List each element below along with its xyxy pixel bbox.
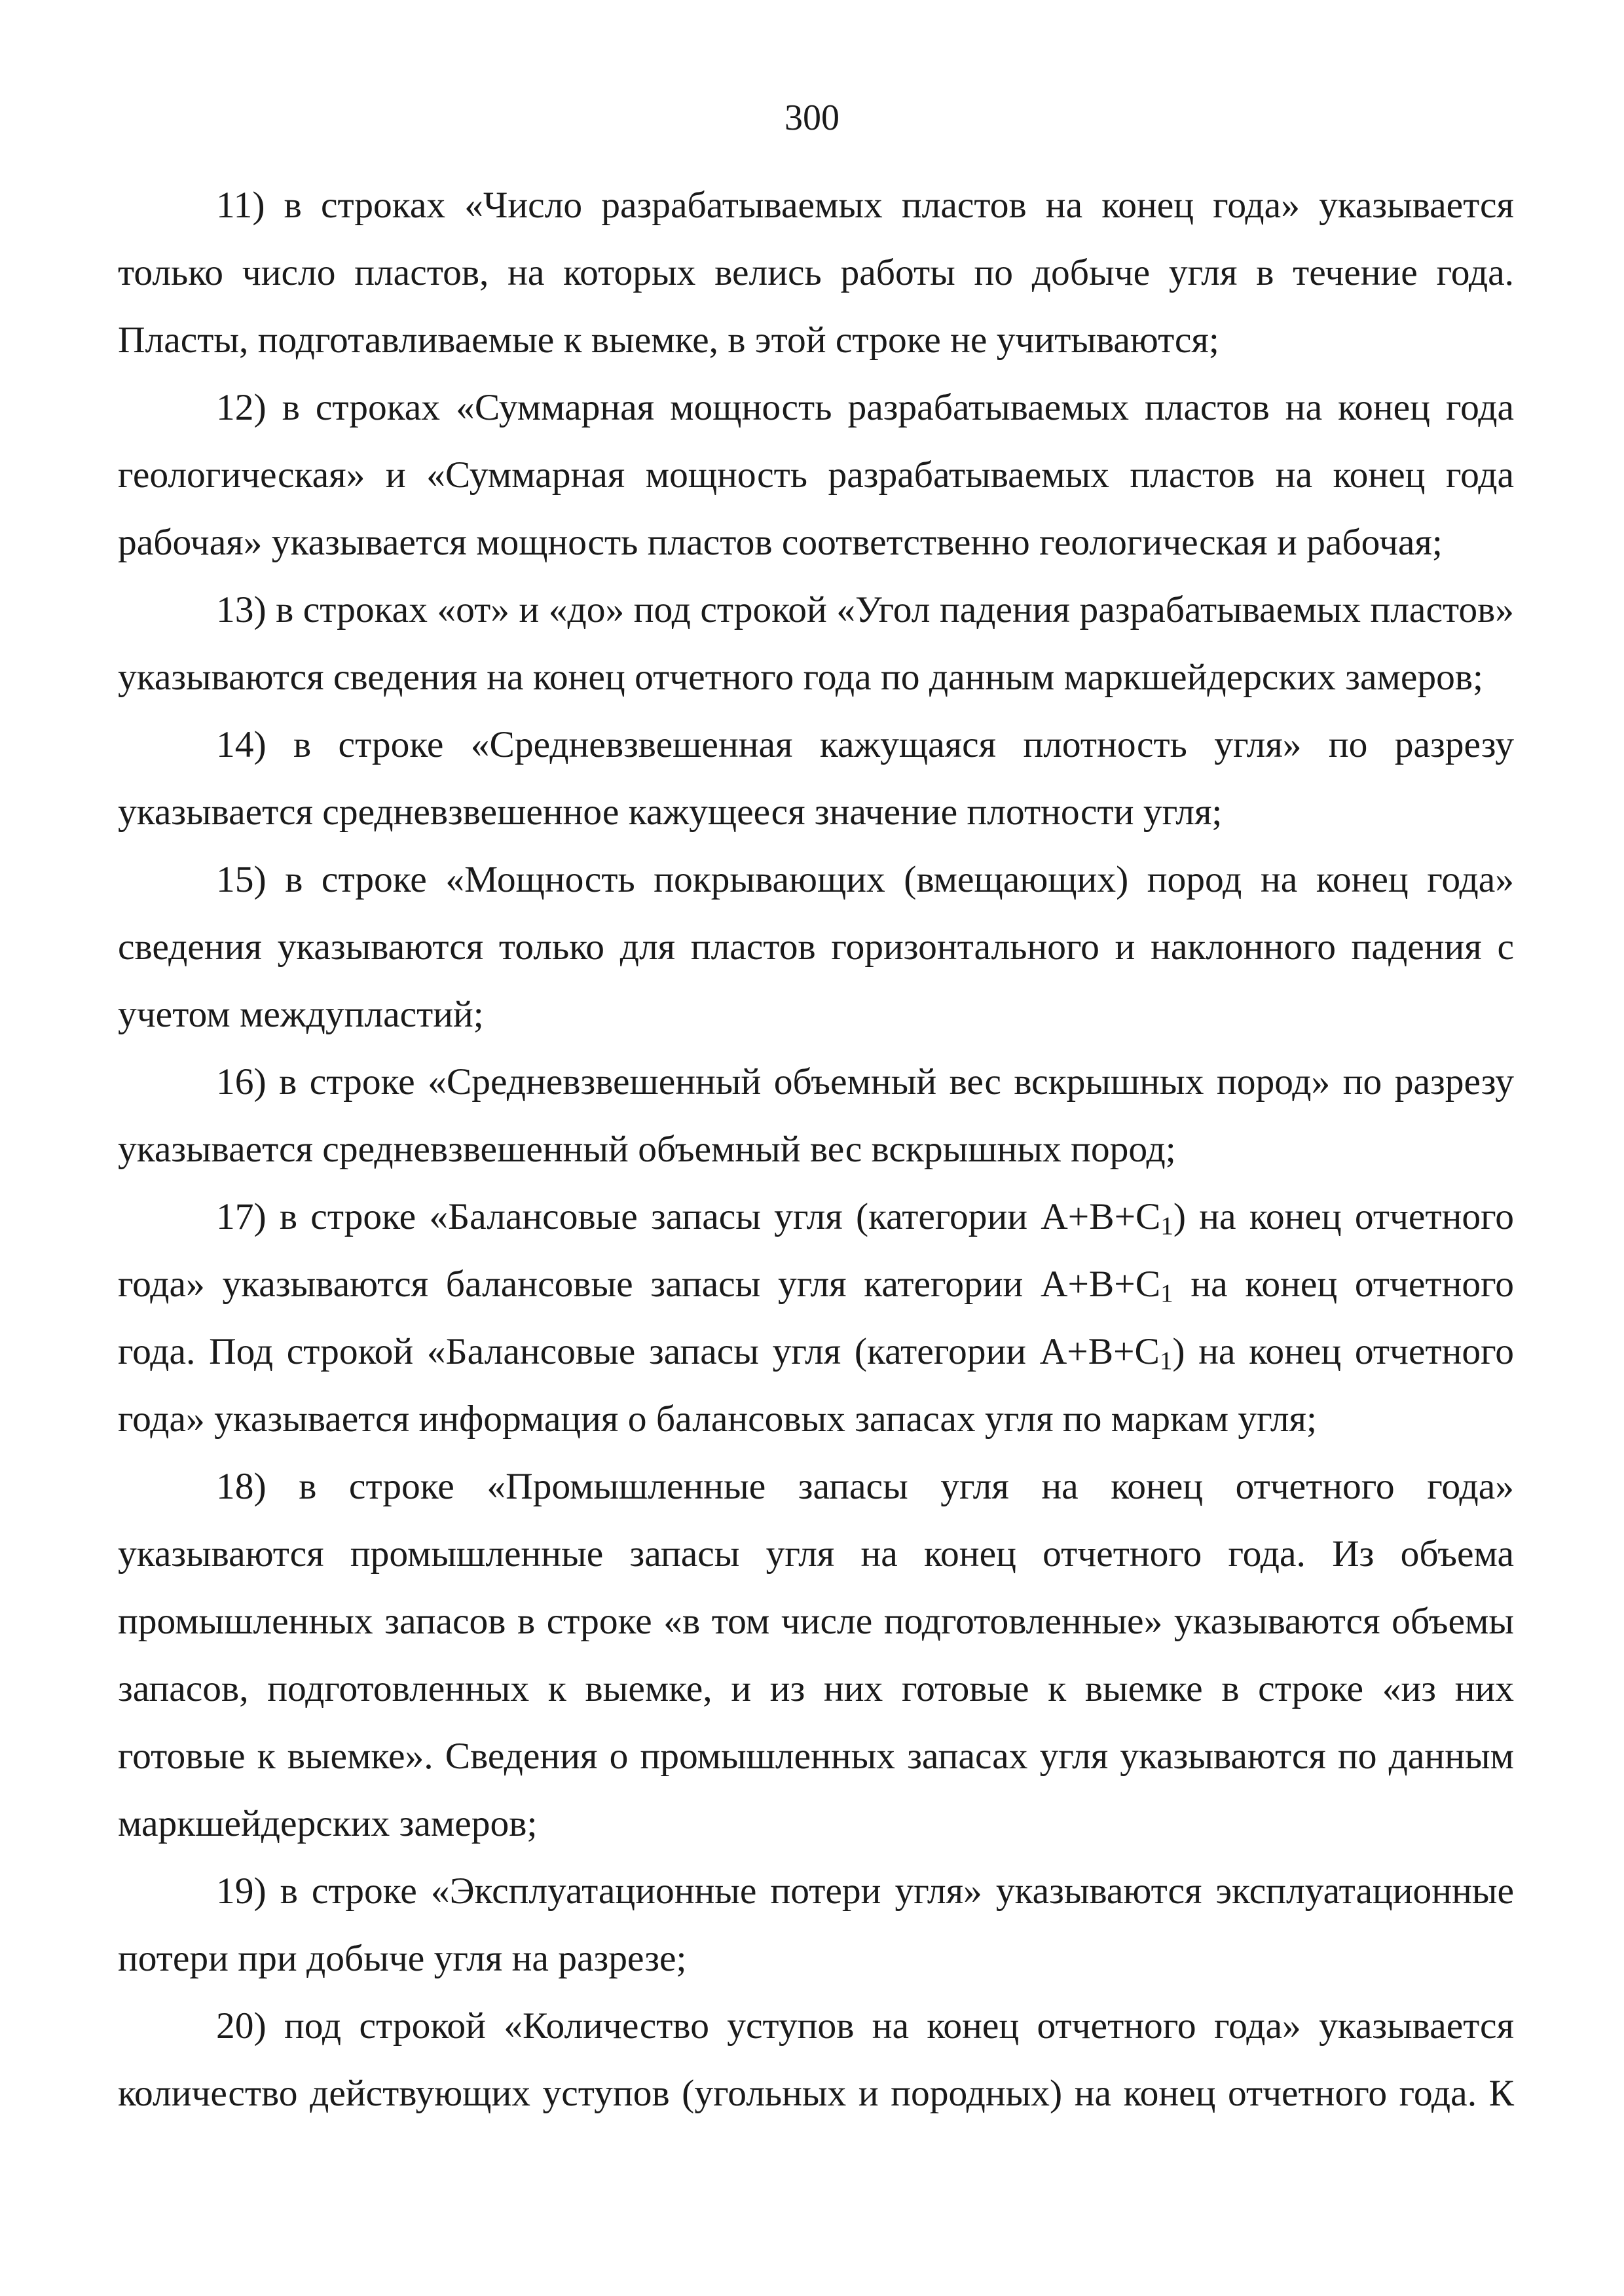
item-number: 19) [216, 1870, 267, 1912]
item-number: 18) [216, 1466, 267, 1507]
paragraph-text: в строке «Промышленные запасы угля на конец отчетного года» указываются промышленные запасы угля на конец отчетного года. Из объема промышленных запасов в строке «в том числе подготовленные» указываются объемы запасов, подготовленных к выемке, и из них готовые к выемке в строке «из них готовые к выемке». Сведения о промышленных запасах угля указываются по данным маркшейдерских замеров; [118, 1466, 1515, 1844]
subscript-1: 1 [1159, 1346, 1173, 1375]
subscript-1: 1 [1160, 1211, 1173, 1240]
paragraph-text: в строке «Средневзвешенная кажущаяся плотность угля» по разрезу указывается средневзвешенное кажущееся значение плотности угля; [118, 724, 1515, 833]
paragraph-18 [118, 1453, 1514, 1857]
paragraph-19 [118, 1857, 1514, 1992]
paragraph-17 [118, 1183, 1514, 1453]
paragraph-text: в строке «Эксплуатационные потери угля» указываются эксплуатационные потери при добыче угля на разрезе; [118, 1870, 1515, 1979]
item-number: 11) [216, 185, 265, 226]
paragraph-text-segment: на конец отчетного года. Под строкой «Балансовые запасы угля (категории А+В+С [118, 1264, 1515, 1372]
paragraph-16 [118, 1048, 1514, 1183]
page-number: 300 [784, 98, 840, 138]
paragraph-12 [118, 374, 1514, 576]
item-number: 17) [216, 1196, 267, 1237]
item-number: 15) [216, 859, 267, 900]
paragraph-text: в строках «Суммарная мощность разрабатываемых пластов на конец года геологическая» и «Суммарная мощность разрабатываемых пластов на конец года рабочая» указывается мощность пластов соответственно геологическая и рабочая; [118, 387, 1514, 563]
paragraph-text: под строкой «Количество уступов на конец отчетного года» указывается количество действующих уступов (угольных и породных) на конец отчетного года. К [118, 2005, 1515, 2114]
paragraph-14 [118, 711, 1514, 846]
item-number: 14) [216, 724, 267, 765]
item-number: 12) [216, 387, 267, 428]
paragraph-text: в строках «Число разрабатываемых пластов на конец года» указывается только число пластов, на которых велись работы по добыче угля в течение года. Пласты, подготавливаемые к выемке, в этой строке не учитываются; [118, 185, 1515, 361]
paragraph-11 [118, 172, 1514, 374]
paragraph-13 [118, 576, 1514, 711]
item-number: 20) [216, 2005, 267, 2047]
paragraph-text-segment: ) на конец отчетного года» указывается информация о балансовых запасах угля по маркам угля; [118, 1331, 1514, 1440]
paragraph-text-segment: ) на конец отчетного года» указываются балансовые запасы угля категории А+В+С [118, 1196, 1514, 1305]
paragraph-15 [118, 846, 1514, 1048]
paragraph-text-segment: в строке «Балансовые запасы угля (категории А+В+С [279, 1196, 1161, 1237]
item-number: 13) [216, 589, 267, 630]
paragraph-text: в строке «Средневзвешенный объемный вес вскрышных пород» по разрезу указывается средневзвешенный объемный вес вскрышных пород; [118, 1061, 1514, 1170]
paragraph-text: в строке «Мощность покрывающих (вмещающих) пород на конец года» сведения указываются только для пластов горизонтального и наклонного падения с учетом междупластий; [118, 859, 1514, 1035]
document-body [118, 172, 1514, 2127]
item-number: 16) [216, 1061, 267, 1102]
subscript-1: 1 [1160, 1279, 1173, 1307]
paragraph-text: в строках «от» и «до» под строкой «Угол падения разрабатываемых пластов» указываются сведения на конец отчетного года по данным маркшейдерских замеров; [118, 589, 1514, 698]
paragraph-20 [118, 1992, 1514, 2127]
